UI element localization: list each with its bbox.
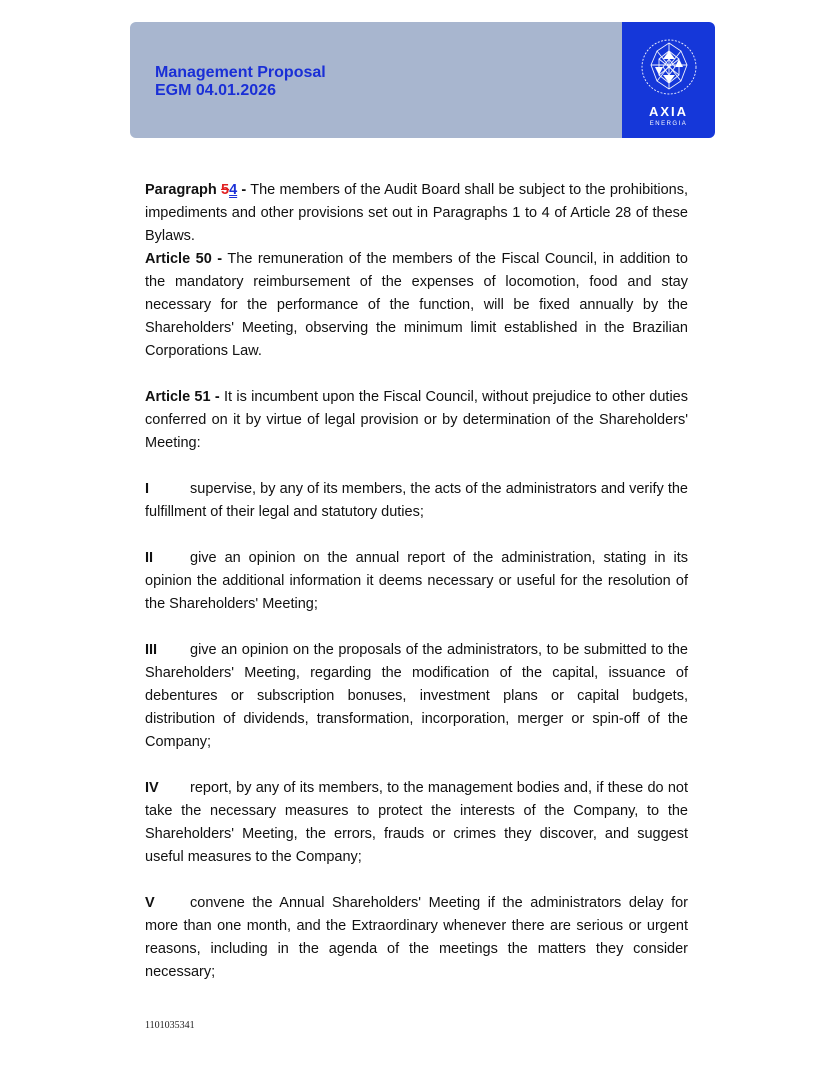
page-title: [155, 64, 326, 100]
logo-subtitle: ENERGIA: [649, 121, 688, 127]
item-number: I: [145, 481, 150, 497]
document-id: 1101035341: [145, 1020, 195, 1031]
axia-logo: [622, 22, 715, 138]
article-50-text: The remuneration of the members of the Fiscal Council, in addition to the mandatory reimbursement of the expenses of locomotion, food and stay necessary for the performance of the function, will be fixed annually by the Shareholders' Meeting, observing the minimum limit established in the Brazilian Corporations Law.: [145, 251, 688, 359]
item-text: convene the Annual Shareholders' Meeting if the administrators delay for more than one month, and the Extraordinary whenever there are serious or urgent reasons, including in the agenda of the meetings the matters they consider necessary;: [145, 895, 688, 980]
item-number: V: [145, 895, 155, 911]
inserted-number: 4: [229, 182, 238, 198]
paragraph-dash: -: [237, 182, 247, 198]
document-body: [145, 179, 688, 984]
paragraph-intro: [145, 179, 688, 248]
list-item-v: [145, 892, 688, 984]
item-text: report, by any of its members, to the management bodies and, if these do not take the necessary measures to protect the interests of the Company, to the Shareholders' Meeting, the errors, frauds or crimes they discover, and suggest useful measures to the Company;: [145, 780, 688, 865]
list-item-ii: [145, 547, 688, 616]
list-item-iii: [145, 639, 688, 754]
title-line-1: Management Proposal: [155, 64, 326, 81]
list-item-i: [145, 478, 688, 524]
article-50: [145, 248, 688, 363]
item-text: give an opinion on the proposals of the administrators, to be submitted to the Shareholders' Meeting, regarding the modification of the capital, issuance of debentures or subscription bonuses, investment plans or capital budgets, distribution of dividends, transformation, incorporation, merger or spin-off of the Company;: [145, 642, 688, 750]
article-51: [145, 386, 688, 455]
list-item-iv: [145, 777, 688, 869]
title-line-2: EGM 04.01.2026: [155, 82, 276, 99]
article-50-label: Article 50 -: [145, 251, 223, 267]
item-text: supervise, by any of its members, the acts of the administrators and verify the fulfillment of their legal and statutory duties;: [145, 481, 688, 520]
paragraph-text: The members of the Audit Board shall be subject to the prohibitions, impediments and other provisions set out in Paragraphs 1 to 4 of Article 28 of these Bylaws.: [145, 182, 689, 244]
item-number: IV: [145, 780, 159, 796]
logo-wordmark: AXIA: [648, 104, 689, 119]
article-51-label: Article 51 -: [145, 389, 220, 405]
paragraph-label: Paragraph: [145, 182, 221, 198]
article-51-text: It is incumbent upon the Fiscal Council, without prejudice to other duties conferred on it by virtue of legal provision or by determination of the Shareholders' Meeting:: [145, 389, 688, 451]
item-number: III: [145, 642, 158, 658]
item-text: give an opinion on the annual report of the administration, stating in its opinion the additional information it deems necessary or useful for the resolution of the Shareholders' Meeting;: [145, 550, 688, 612]
deleted-number: 5: [220, 182, 230, 198]
item-number: II: [145, 550, 154, 566]
globe-logo-icon: [639, 37, 699, 97]
